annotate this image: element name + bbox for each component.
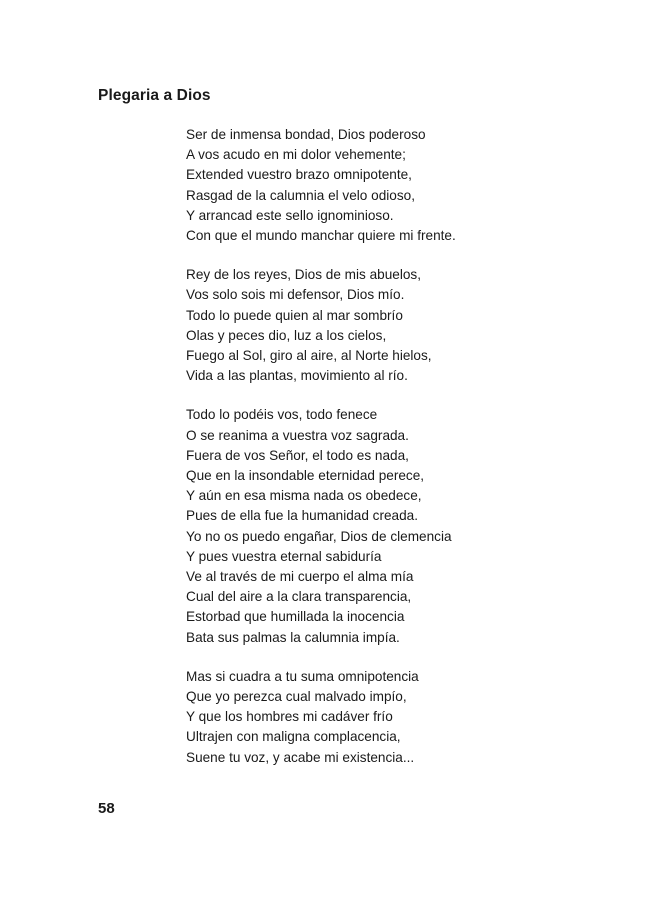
stanza: [186, 125, 626, 246]
poem-line: Bata sus palmas la calumnia impía.: [186, 629, 400, 645]
poem-line: Y que los hombres mi cadáver frío: [186, 709, 393, 725]
stanza: [186, 405, 626, 647]
poem-line: Vos solo sois mi defensor, Dios mío.: [186, 287, 405, 303]
page-title: Plegaria a Dios: [98, 87, 211, 104]
poem-line: Ve al través de mi cuerpo el alma mía: [186, 569, 414, 585]
poem-line: Ser de inmensa bondad, Dios poderoso: [186, 127, 426, 142]
poem-line: Fuego al Sol, giro al aire, al Norte hielos,: [186, 348, 432, 364]
poem-line: Rasgad de la calumnia el velo odioso,: [186, 187, 415, 203]
poem-line: Todo lo podéis vos, todo fenece: [186, 407, 378, 423]
poem-line: Rey de los reyes, Dios de mis abuelos,: [186, 267, 421, 283]
poem-line: Y arrancad este sello ignominioso.: [186, 207, 394, 223]
poem-line: Yo no os puedo engañar, Dios de clemencia: [186, 528, 452, 544]
stanza: [186, 667, 626, 768]
poem-line: Cual del aire a la clara transparencia,: [186, 589, 412, 605]
poem-line: O se reanima a vuestra voz sagrada.: [186, 427, 409, 443]
poem-line: Y aún en esa misma nada os obedece,: [186, 488, 422, 504]
poem-line: Suene tu voz, y acabe mi existencia...: [186, 749, 415, 765]
poem-line: Que yo perezca cual malvado impío,: [186, 689, 407, 705]
poem-line: Olas y peces dio, luz a los cielos,: [186, 327, 387, 343]
page-number: 58: [98, 800, 115, 817]
poem-line: Todo lo puede quien al mar sombrío: [186, 307, 403, 323]
poem-line: Mas si cuadra a tu suma omnipotencia: [186, 668, 419, 684]
poem-line: Y pues vuestra eternal sabiduría: [186, 548, 382, 564]
poem-line: Que en la insondable eternidad perece,: [186, 468, 425, 484]
stanza: [186, 265, 626, 386]
poem-line: A vos acudo en mi dolor vehemente;: [186, 147, 406, 163]
poem-line: Estorbad que humillada la inocencia: [186, 609, 405, 625]
poem-body: [186, 125, 626, 787]
poem-line: Pues de ella fue la humanidad creada.: [186, 508, 419, 524]
poem-line: Vida a las plantas, movimiento al río.: [186, 368, 408, 384]
poem-line: Extended vuestro brazo omnipotente,: [186, 167, 412, 183]
poem-line: Con que el mundo manchar quiere mi frente.: [186, 228, 456, 244]
poem-line: Ultrajen con maligna complacencia,: [186, 729, 401, 745]
poem-line: Fuera de vos Señor, el todo es nada,: [186, 447, 409, 463]
